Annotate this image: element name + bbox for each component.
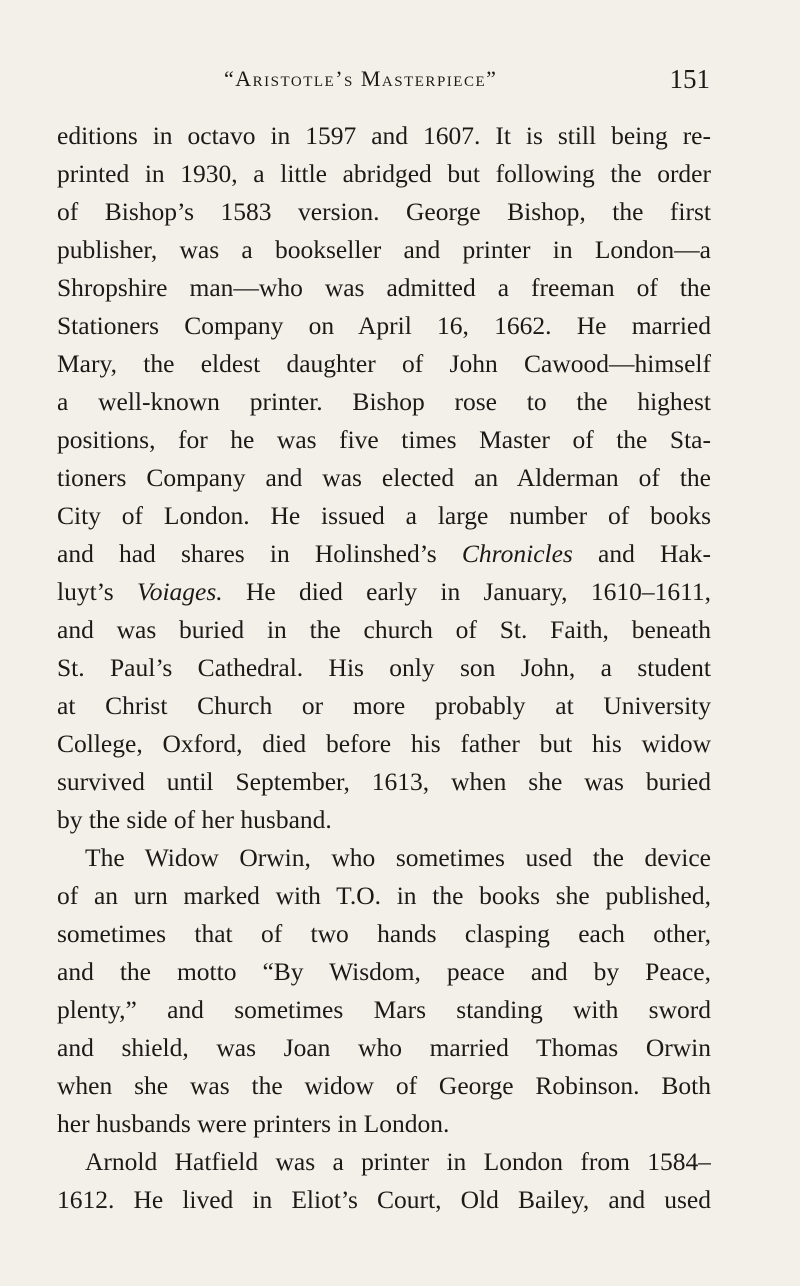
text-segment: and Hak- (598, 539, 711, 568)
text-line: and the motto “By Wisdom, peace and by Peace, (57, 957, 711, 986)
text-line: College, Oxford, died before his father but his widow (57, 729, 711, 758)
text-line: when she was the widow of George Robinson. Both (57, 1071, 711, 1100)
text-line: Stationers Company on April 16, 1662. He married (57, 311, 711, 340)
text-line: Shropshire man—who was admitted a freeman of the (57, 273, 711, 302)
italic-title: Chronicles (461, 539, 573, 568)
text-line: editions in octavo in 1597 and 1607. It is still being re- (57, 121, 711, 150)
italic-title: Voiages. (136, 577, 223, 606)
text-line: publisher, was a bookseller and printer in London—a (57, 235, 711, 264)
text-line: and shield, was Joan who married Thomas Orwin (57, 1033, 711, 1062)
body-text (57, 117, 711, 1219)
text-segment: He died early in January, 1610–1611, (245, 577, 711, 606)
text-line: of Bishop’s 1583 version. George Bishop, the first (57, 197, 711, 226)
text-line: and was buried in the church of St. Faith, beneath (57, 615, 711, 644)
text-line: of an urn marked with T.O. in the books she published, (57, 881, 711, 910)
running-title: “Aristotle’s Masterpiece” (224, 66, 498, 91)
text-segment: and had shares in Holinshed’s (57, 539, 437, 568)
text-line: sometimes that of two hands clasping each other, (57, 919, 711, 948)
text-line: tioners Company and was elected an Alderman of the (57, 463, 711, 492)
text-line: a well-known printer. Bishop rose to the highest (57, 387, 711, 416)
text-line: The Widow Orwin, who sometimes used the device (85, 843, 711, 872)
text-segment: luyt’s (57, 577, 114, 606)
text-line: positions, for he was five times Master of the Sta- (57, 425, 711, 454)
text-line: at Christ Church or more probably at University (57, 691, 711, 720)
text-line: Mary, the eldest daughter of John Cawood—himself (57, 349, 711, 378)
text-line: City of London. He issued a large number of books (57, 501, 711, 530)
text-line: St. Paul’s Cathedral. His only son John, a student (57, 653, 711, 682)
text-line: by the side of her husband. (57, 805, 332, 834)
text-line: 1612. He lived in Eliot’s Court, Old Bailey, and used (57, 1185, 711, 1214)
page-number: 151 (669, 64, 710, 94)
text-line (57, 535, 711, 573)
text-line: her husbands were printers in London. (57, 1109, 450, 1138)
text-line: printed in 1930, a little abridged but following the order (57, 159, 711, 188)
text-line: survived until September, 1613, when she was buried (57, 767, 711, 796)
text-line: plenty,” and sometimes Mars standing with sword (57, 995, 711, 1024)
text-line (57, 573, 711, 611)
page-header (60, 62, 710, 102)
text-line: Arnold Hatfield was a printer in London from 1584– (85, 1147, 711, 1176)
